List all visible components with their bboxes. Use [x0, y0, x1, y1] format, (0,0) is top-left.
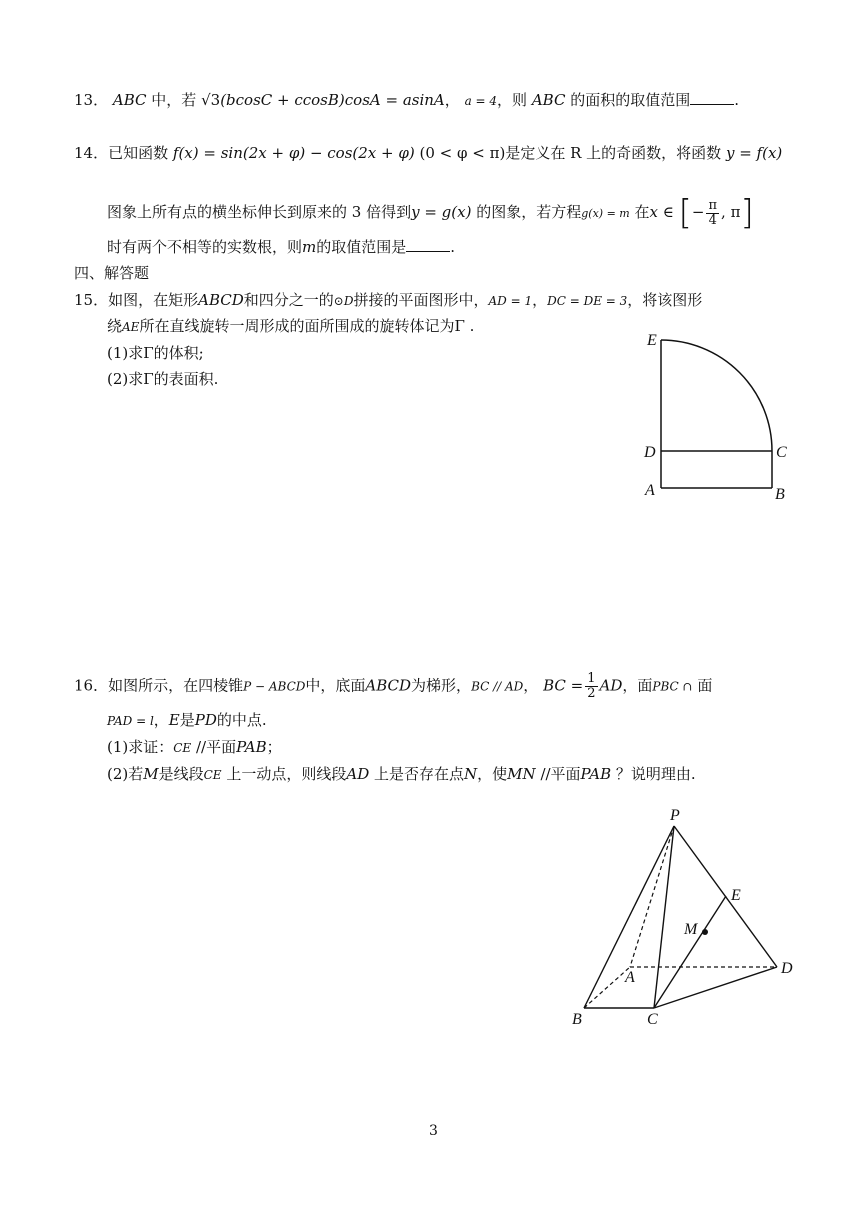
q15-abcd: ABCD [198, 291, 244, 309]
q16-s2c: 是线段 [158, 765, 204, 783]
q14-y-fx: y = f(x) [725, 144, 783, 162]
fig15-label-e: E [647, 332, 657, 349]
q15-text-2c: 所在直线旋转一周形成的面所围成的旋转体记为 [139, 317, 455, 335]
q16-shi: 是 [179, 711, 195, 729]
question-14-line1 [74, 143, 782, 163]
q16-s2g: 上是否存在点 [374, 765, 465, 783]
fig15-label-d: D [644, 444, 656, 461]
fig16-point-m [702, 929, 708, 935]
q14-left-bracket: [ [678, 193, 692, 233]
q15-circle-d: ⊙D [333, 294, 354, 308]
fig15-label-a: A [645, 482, 655, 499]
q16-sub1 [107, 737, 282, 758]
question-14-line2 [107, 193, 754, 233]
q16-midpoint: 的中点. [216, 711, 267, 729]
q15-text-i: ，将该图形 [627, 291, 703, 309]
q16-pyramid: P − ABCD [243, 679, 306, 694]
q16-s2-m: M [143, 765, 159, 783]
q16-ad: AD [599, 676, 623, 695]
q16-pad-l: PAD = l [107, 714, 154, 728]
q14-end: . [450, 238, 456, 256]
q16-text-c: 中，底面 [305, 676, 366, 695]
q13-a-value: a = 4 [464, 94, 498, 108]
q16-text-e: 为梯形， [411, 676, 472, 695]
q14-right-bracket: ] [740, 193, 754, 233]
q15-dc-de: DC = DE = 3 [547, 294, 628, 308]
fig16-label-a: A [625, 969, 635, 986]
q16-frac-num: 1 [587, 671, 596, 686]
question-15-line2 [107, 316, 474, 337]
q16-s1e: ； [266, 738, 282, 756]
fig16-edge-ba [584, 967, 630, 1008]
q14-minus: − [691, 203, 705, 221]
q14-condition: (0 < φ < π) [419, 144, 506, 162]
q14-function: f(x) = sin(2x + φ) − cos(2x + φ) [172, 144, 415, 162]
q16-abcd: ABCD [365, 676, 412, 695]
section-heading: 四、解答题 [74, 264, 150, 282]
q15-text-2a: 绕 [107, 317, 123, 335]
q14-fraction [706, 199, 719, 228]
q14-frac-den: 4 [708, 212, 717, 228]
fig15-label-b: B [775, 486, 785, 503]
q16-s2k: //平面 [540, 765, 581, 783]
q16-s1a: (1)求证： [107, 738, 174, 756]
q13-answer-blank [690, 90, 734, 105]
q16-s1c: //平面 [195, 738, 237, 756]
q16-parallel: BC // AD [471, 679, 524, 694]
q16-frac-den: 2 [587, 686, 596, 701]
q13-then: ，则 [497, 91, 528, 109]
q13-triangle: ABC [112, 91, 147, 109]
q15-text-c: 和四分之一的 [243, 291, 334, 309]
figure-16 [560, 800, 820, 1035]
figure-15 [630, 325, 800, 505]
fig16-edge-cd [654, 967, 777, 1008]
q16-text-a: 如图所示，在四棱锥 [108, 676, 244, 695]
q16-bc-eq: BC = [543, 676, 584, 695]
q16-text-j: ，面 [622, 676, 653, 695]
q14-text-2a: 图象上所有点的横坐标伸长到原来的 3 倍得到 [107, 203, 412, 221]
question-16-line1 [74, 672, 712, 701]
q16-fraction [585, 672, 597, 701]
q15-sub1: (1)求Γ的体积; [107, 344, 204, 362]
question-14-line3 [107, 237, 455, 257]
q13-text: 中，若 [151, 91, 197, 109]
q16-s1-pab: PAB [236, 738, 267, 756]
fig16-edge-pa [630, 826, 674, 967]
q16-number: 16． [74, 676, 109, 695]
q16-s2-pab: PAB [580, 765, 612, 783]
fig16-label-m: M [684, 921, 698, 938]
question-15-line1 [74, 290, 702, 311]
q14-pi-end: , π [721, 203, 741, 221]
q14-text-d: 是定义在 R 上的奇函数，将函数 [505, 144, 722, 162]
fig16-label-d: D [781, 960, 793, 977]
q15-text-e: 拼接的平面图形中， [353, 291, 489, 309]
q14-x-in: x ∈ [649, 203, 674, 221]
q15-ae: AE [122, 320, 140, 334]
q16-s2i: ，使 [477, 765, 508, 783]
q14-text-3c: 的取值范围是 [316, 238, 407, 256]
q16-s1-ce: CE [173, 741, 192, 755]
fig16-label-c: C [647, 1011, 658, 1028]
question-13 [74, 90, 739, 111]
q13-triangle-2: ABC [531, 91, 566, 109]
q14-y-gx: y = g(x) [411, 203, 472, 221]
question-16-line2 [107, 710, 267, 731]
q16-e: E [168, 711, 180, 729]
q14-answer-blank [406, 237, 450, 252]
q13-sqrt3: √3 [201, 91, 221, 109]
q16-s2m: ？说明理由. [615, 765, 696, 783]
q15-text-a: 如图，在矩形 [108, 291, 199, 309]
q15-sub2: (2)求Γ的表面积. [107, 370, 219, 388]
q16-s2e: 上一动点，则线段 [226, 765, 347, 783]
q16-text-l: 面 [697, 676, 713, 695]
q16-comma2: ， [153, 711, 169, 729]
q14-text-a: 已知函数 [108, 144, 169, 162]
q16-s2-mn: MN [507, 765, 536, 783]
q15-gamma: Γ . [454, 317, 475, 335]
q16-s2-ce: CE [203, 768, 222, 782]
q14-number: 14． [74, 144, 109, 162]
fig15-quarter-arc [661, 340, 772, 451]
q16-sub2 [107, 764, 696, 785]
q13-comma: ， [444, 91, 460, 109]
q14-text-2c: 的图象，若方程 [476, 203, 582, 221]
q14-text-2e: 在 [634, 203, 650, 221]
q14-frac-num: π [708, 197, 718, 213]
q13-number: 13． [74, 91, 109, 109]
page-number: 3 [429, 1123, 438, 1139]
q16-comma: ， [523, 676, 539, 695]
q16-s2-n: N [464, 765, 478, 783]
q16-pd: PD [194, 711, 217, 729]
q13-end: . [734, 91, 740, 109]
fig16-label-e: E [731, 887, 741, 904]
fig15-label-c: C [776, 444, 787, 461]
q16-s2-ad: AD [346, 765, 370, 783]
q15-ad: AD = 1 [488, 294, 533, 308]
fig16-label-b: B [572, 1011, 582, 1028]
q13-equation: (bcosC + ccosB)cosA = asinA [220, 91, 445, 109]
q15-number: 15． [74, 291, 109, 309]
q14-gx-m: g(x) = m [581, 207, 630, 220]
fig16-label-p: P [670, 807, 680, 824]
q16-s2a: (2)若 [107, 765, 144, 783]
q14-text-3a: 时有两个不相等的实数根，则 [107, 238, 303, 256]
q16-pbc: PBC ∩ [652, 679, 693, 694]
q13-tail: 的面积的取值范围 [570, 91, 691, 109]
q14-m: m [302, 238, 317, 256]
q15-comma: ， [532, 291, 548, 309]
